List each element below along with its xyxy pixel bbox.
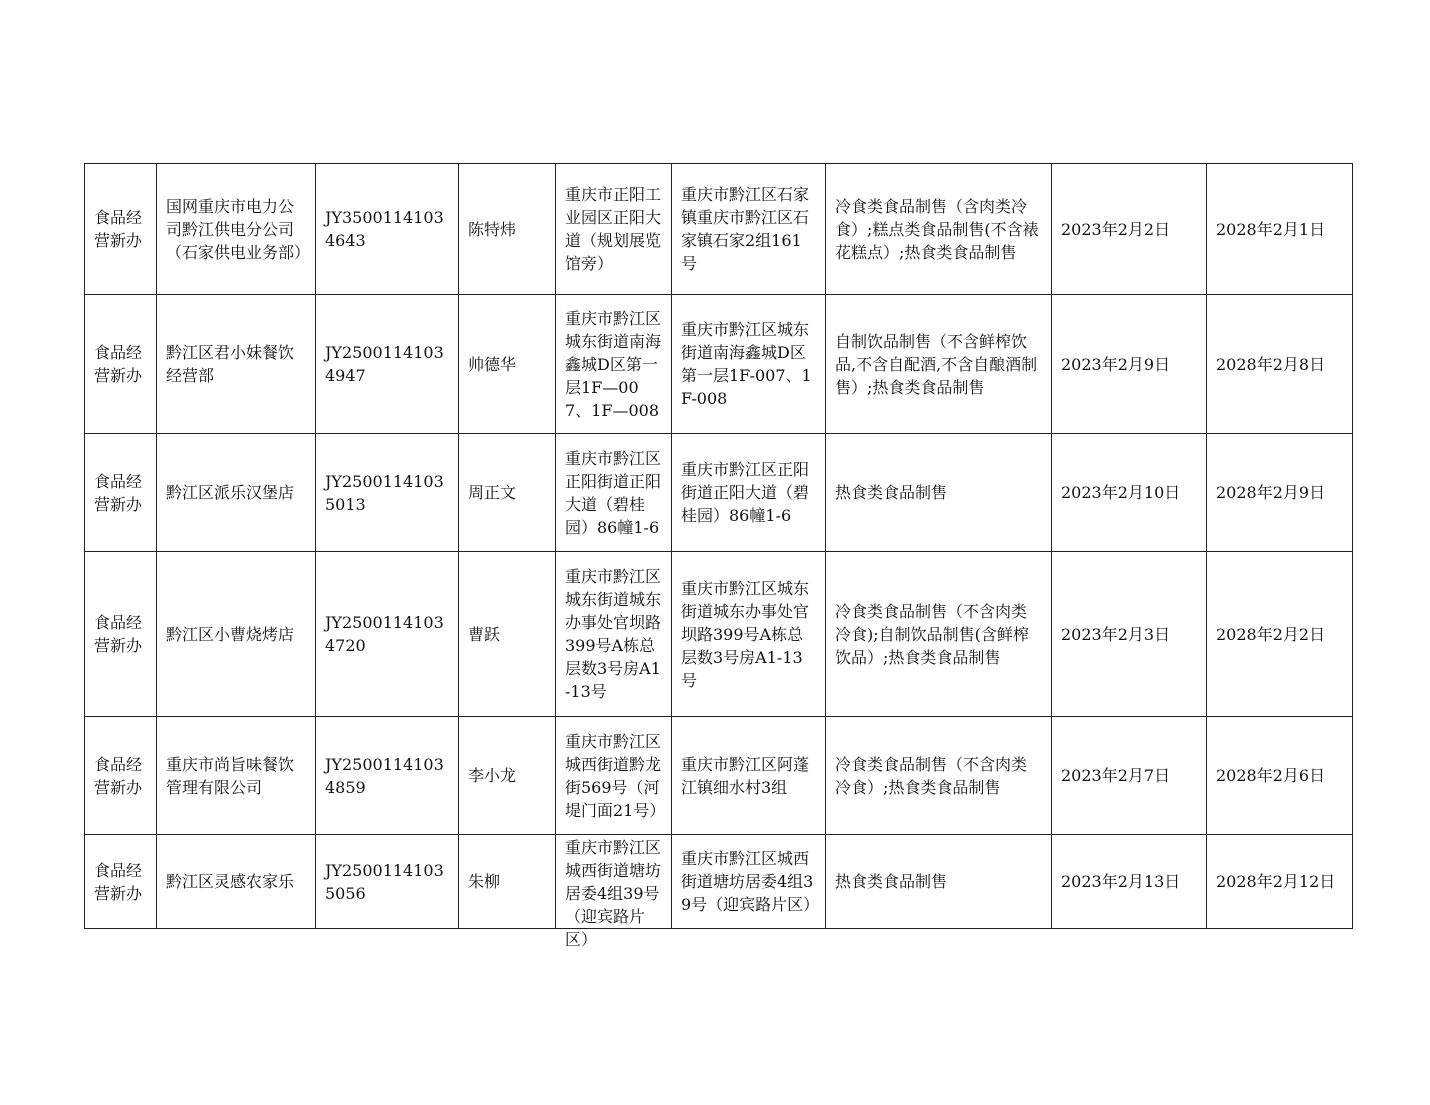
expiry-date-cell: 2028年2月8日 xyxy=(1207,295,1353,434)
table-row xyxy=(85,717,1353,835)
expiry-date-cell: 2028年2月1日 xyxy=(1207,164,1353,295)
address-cell: 重庆市黔江区正阳街道正阳大道（碧桂园）86幢1-6 xyxy=(556,434,672,552)
issue-date-cell: 2023年2月13日 xyxy=(1052,835,1207,929)
type-cell: 食品经营新办 xyxy=(85,552,157,717)
scope-cell: 热食类食品制售 xyxy=(826,434,1052,552)
address-cell: 重庆市黔江区城东街道南海鑫城D区第一层1F—007、1F—008 xyxy=(556,295,672,434)
address-cell: 重庆市黔江区城西街道黔龙街569号（河堤门面21号） xyxy=(556,717,672,835)
expiry-date-cell: 2028年2月6日 xyxy=(1207,717,1353,835)
type-cell: 食品经营新办 xyxy=(85,164,157,295)
table-row xyxy=(85,835,1353,929)
premises-cell: 重庆市黔江区正阳街道正阳大道（碧桂园）86幢1-6 xyxy=(672,434,826,552)
name-cell: 国网重庆市电力公司黔江供电分公司（石家供电业务部） xyxy=(157,164,316,295)
license-table xyxy=(84,163,1353,949)
issue-date-cell: 2023年2月9日 xyxy=(1052,295,1207,434)
license-no-cell: JY25001141035013 xyxy=(316,434,459,552)
license-no-cell: JY25001141034720 xyxy=(316,552,459,717)
issue-date-cell: 2023年2月10日 xyxy=(1052,434,1207,552)
scope-cell: 自制饮品制售（不含鲜榨饮品,不含自配酒,不含自酿酒制售）;热食类食品制售 xyxy=(826,295,1052,434)
expiry-date-cell: 2028年2月12日 xyxy=(1207,835,1353,929)
name-cell: 黔江区小曹烧烤店 xyxy=(157,552,316,717)
table-row xyxy=(85,434,1353,552)
address-cell: 重庆市黔江区城东街道城东办事处官坝路399号A栋总层数3号房A1-13号 xyxy=(556,552,672,717)
type-cell: 食品经营新办 xyxy=(85,835,157,929)
issue-date-cell: 2023年2月7日 xyxy=(1052,717,1207,835)
premises-cell: 重庆市黔江区城西街道塘坊居委4组39号（迎宾路片区） xyxy=(672,835,826,929)
type-cell: 食品经营新办 xyxy=(85,295,157,434)
person-cell: 周正文 xyxy=(459,434,556,552)
name-cell: 黔江区灵感农家乐 xyxy=(157,835,316,929)
premises-cell: 重庆市黔江区阿蓬江镇细水村3组 xyxy=(672,717,826,835)
expiry-date-cell: 2028年2月2日 xyxy=(1207,552,1353,717)
table-row xyxy=(85,164,1353,295)
license-no-cell: JY25001141034947 xyxy=(316,295,459,434)
license-no-cell: JY25001141035056 xyxy=(316,835,459,929)
person-cell: 朱柳 xyxy=(459,835,556,929)
name-cell: 重庆市尚旨味餐饮管理有限公司 xyxy=(157,717,316,835)
address-cell: 重庆市正阳工业园区正阳大道（规划展览馆旁） xyxy=(556,164,672,295)
name-cell: 黔江区派乐汉堡店 xyxy=(157,434,316,552)
type-cell: 食品经营新办 xyxy=(85,717,157,835)
expiry-date-cell: 2028年2月9日 xyxy=(1207,434,1353,552)
scope-cell: 冷食类食品制售（含肉类冷食）;糕点类食品制售(不含裱花糕点）;热食类食品制售 xyxy=(826,164,1052,295)
person-cell: 曹跃 xyxy=(459,552,556,717)
scope-cell: 冷食类食品制售（不含肉类冷食);自制饮品制售(含鲜榨饮品）;热食类食品制售 xyxy=(826,552,1052,717)
person-cell: 帅德华 xyxy=(459,295,556,434)
issue-date-cell: 2023年2月3日 xyxy=(1052,552,1207,717)
premises-cell: 重庆市黔江区城东街道城东办事处官坝路399号A栋总层数3号房A1-13号 xyxy=(672,552,826,717)
table-row xyxy=(85,552,1353,717)
person-cell: 李小龙 xyxy=(459,717,556,835)
person-cell: 陈特炜 xyxy=(459,164,556,295)
name-cell: 黔江区君小妹餐饮经营部 xyxy=(157,295,316,434)
type-cell: 食品经营新办 xyxy=(85,434,157,552)
table-row xyxy=(85,295,1353,434)
premises-cell: 重庆市黔江区石家镇重庆市黔江区石家镇石家2组161号 xyxy=(672,164,826,295)
license-no-cell: JY25001141034859 xyxy=(316,717,459,835)
scope-cell: 热食类食品制售 xyxy=(826,835,1052,929)
premises-cell: 重庆市黔江区城东街道南海鑫城D区第一层1F-007、1F-008 xyxy=(672,295,826,434)
address-cell: 重庆市黔江区城西街道塘坊居委4组39号（迎宾路片区） xyxy=(556,835,672,929)
license-no-cell: JY35001141034643 xyxy=(316,164,459,295)
issue-date-cell: 2023年2月2日 xyxy=(1052,164,1207,295)
scope-cell: 冷食类食品制售（不含肉类冷食）;热食类食品制售 xyxy=(826,717,1052,835)
